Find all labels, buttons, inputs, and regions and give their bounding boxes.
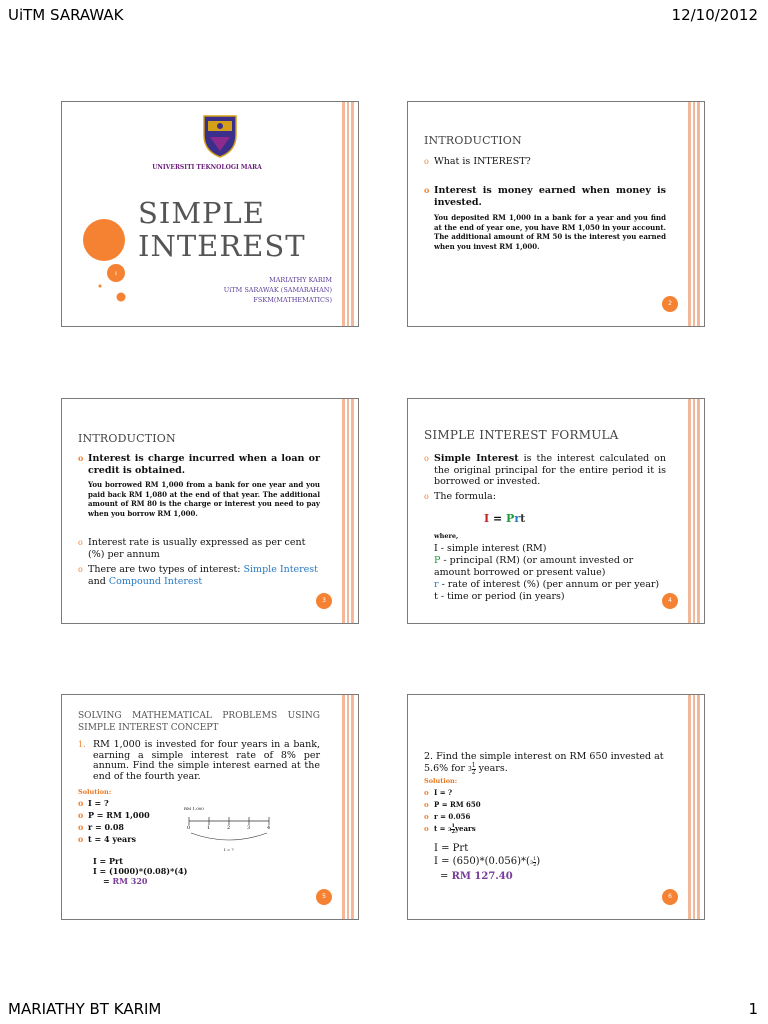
slide-heading-line1: SOLVING MATHEMATICAL PROBLEMS USING [78,711,320,721]
compound-interest-label: Compound Interest [108,575,203,587]
given-i: o I = ? [424,788,453,797]
answer: RM 127.40 [451,871,513,882]
author-campus: UiTM SARAWAK (SAMARAHAN) [223,286,332,294]
def-i: I - simple interest (RM) [434,543,547,554]
footer-author: MARIATHY BT KARIM [8,1000,162,1018]
slide-number: 3 [316,593,332,609]
given-p: o P = RM 1,000 [78,810,150,820]
timeline-label: RM 1,000 [184,806,204,811]
def-t: t - time or period (in years) [434,591,565,602]
bullet-types: o There are two types of interest: Simple Interest and Compound Interest [78,564,318,587]
given-i: o I = ? [78,798,109,808]
def-r: r - rate of interest (%) (per annum or per year) [434,579,660,590]
header-left: UiTM SARAWAK [8,6,124,24]
calc-line2: I = (1000)*(0.08)*(4) [93,866,188,876]
header-date: 12/10/2012 [671,6,758,24]
given-p: o P = RM 650 [424,800,481,809]
slide-heading: SIMPLE INTEREST FORMULA [424,428,619,442]
timeline-tick: 4 [267,825,271,831]
bullet-question: o What is INTEREST? [424,156,531,167]
slide-stripes [688,399,700,623]
calc-line2: I = (650)*(0.056)*(3 $\frac{1}{2}$ ) [434,856,541,868]
timeline-tick: 3 [247,825,251,831]
timeline-tick: 1 [207,825,211,831]
slide-number: 4 [662,593,678,609]
question-text: RM 1,000 is invested for four years in a bank, earning a simple interest rate of 8% per annum. Find the simple interest earned at the end of the fourth year. [93,739,320,782]
slide-stripes [342,695,354,919]
bullet-rate: o Interest rate is usually expressed as per cent (%) per annum [78,537,306,560]
slide-stripes [688,695,700,919]
slide-number: 5 [316,889,332,905]
university-name: UNIVERSITI TEKNOLOGI MARA [152,164,262,171]
slide-5 [61,694,359,920]
calc-line3: = RM 320 [103,876,148,886]
given-t: o t = 3 $\frac{1}{2}$ years [424,823,476,835]
svg-text:1: 1 [114,271,118,277]
slide-3 [61,398,359,624]
solution-label: Solution: [424,777,458,785]
slide-2 [407,101,705,327]
bullet-definition: o Interest is charge incurred when a loan or credit is obtained. [78,453,320,476]
question-number: 1. [78,740,86,749]
bullet-definition: o Simple Interest is the interest calculated on the original principal for the entire period it is borrowed or invested. [424,453,666,487]
slide-stripes [342,399,354,623]
calc-line1: I = Prt [434,843,469,854]
calc-line1: I = Prt [93,856,123,866]
given-t: o t = 4 years [78,834,136,844]
author-name: MARIATHY KARIM [269,276,332,284]
slide-stripes [688,102,700,326]
slide-title-line2: INTEREST [138,229,306,263]
formula: I = Prt [484,512,526,525]
slide-number: 6 [662,889,678,905]
slide-6 [407,694,705,920]
simple-interest-label: Simple Interest [243,564,318,575]
slide-heading: INTRODUCTION [78,432,176,445]
timeline-interest: I = ? [224,847,234,852]
slide-heading: INTRODUCTION [424,134,522,147]
given-r: o r = 0.08 [78,822,124,832]
example-text: You borrowed RM 1,000 from a bank for one year and you paid back RM 1,080 at the end of that year. The additional amount of RM 80 is the charge or interest you need to pay when you borrow RM 1,000. [88,480,320,518]
slide-4 [407,398,705,624]
slide-heading-line2: SIMPLE INTEREST CONCEPT [78,723,219,733]
slide-1 [61,101,359,327]
author-faculty: FSKM(MATHEMATICS) [253,296,332,304]
footer-page-number: 1 [748,1000,758,1018]
slide-stripes [342,102,354,326]
answer: RM 320 [112,876,148,886]
question-text: 2. Find the simple interest on RM 650 invested at 5.6% for 3 $\frac{1}{2}$ years. [424,751,664,776]
university-crest-logo [200,113,240,159]
where-label: where, [434,532,459,540]
bullet-formula: o The formula: [424,491,496,502]
timeline-tick: 2 [227,825,231,831]
slide-title-line1: SIMPLE [138,196,265,230]
def-p: P - principal (RM) (or amount invested or amount borrowed or present value) [434,555,634,578]
bullet-definition: o Interest is money earned when money is invested. [424,185,666,208]
timeline-tick: 0 [187,825,191,831]
calc-line3: = RM 127.40 [440,871,513,882]
solution-label: Solution: [78,788,112,796]
example-text: You deposited RM 1,000 in a bank for a year and you find at the end of year one, you have RM 1,050 in your account. The additional amount of RM 50 is the interest you earned when you invest RM 1,000. [434,213,666,251]
slide-number: 2 [662,296,678,312]
given-r: o r = 0.056 [424,812,471,821]
